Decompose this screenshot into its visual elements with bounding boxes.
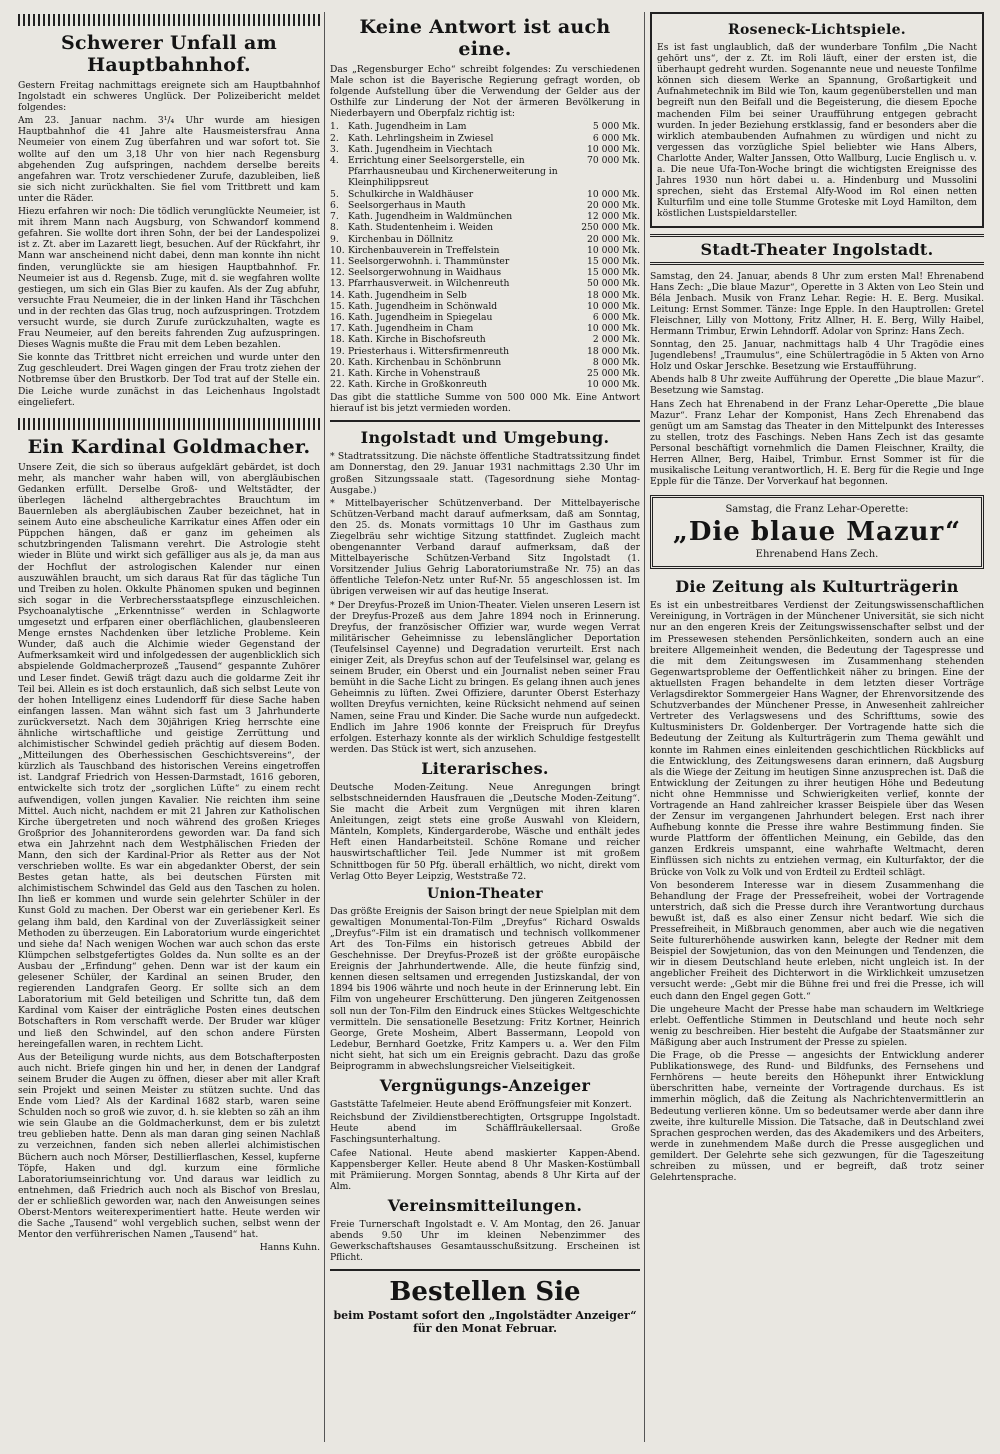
item-amount: 8 000 Mk. [592, 356, 640, 368]
ad-headline: „Die blaue Mazur“ [672, 517, 962, 548]
article-title: Literarisches. [421, 758, 549, 778]
list-item [330, 278, 640, 289]
item-number: 15. [330, 300, 345, 312]
item-label: Pfarrhausverweit. in Wilchenreuth [348, 278, 510, 290]
item-number: 8. [330, 222, 339, 234]
funding-list [330, 121, 640, 390]
column-left [18, 12, 320, 1255]
list-item [330, 234, 640, 245]
subscription-ad-title: Bestellen Sie [389, 1277, 581, 1308]
paragraph: Aus der Beteiligung wurde nichts, aus dem Botschafterposten auch nicht. Briefe gingen hin und her, in denen der Landgraf seinem Bruder die Augen zu öffnen, dieser aber mit aller Kraft sein Projekt und seinen Meister zu stützen suchte. Und das Ende vom Lied? Als der Kardinal 1682 starb, waren seine Schulden noch so groß wie zuvor, d. h. sie klebten so zäh an ihm wie sein Glaube an die Goldmacherkunst, dem er bis zuletzt treu geblieben hatte. Denn als man daran ging seinen Nachlaß zu verzeichnen, fanden sich neben allerlei alchimistischen Büchern auch noch Mörser, Destillierflaschen, Kessel, kupferne Töpfe, Haken und dgl. kurzum eine förmliche Laboratoriumseinrichtung vor. Und daraus war leidlich zu entnehmen, daß Friedrich auch noch als Bischof von Breslau, der er schließlich geworden war, nach den Anweisungen seines Oberst-Mentors weiterexperimentiert hatte. Heute werden wir die Sache „Tausend“ wohl vergeblich suchen, selbst wenn der Mentor den verführerischen Namen „Tausend“ hat. [18, 1051, 320, 1241]
item-number: 19. [330, 345, 345, 357]
list-item [330, 155, 640, 189]
item-amount: 15 000 Mk. [587, 255, 640, 267]
item-label: Seelsorgerwohnung in Waidhaus [348, 267, 502, 279]
list-item [330, 301, 640, 312]
item-amount: 10 000 Mk. [587, 300, 640, 312]
item-number: 10. [330, 244, 345, 256]
divider [330, 1269, 640, 1271]
item-number: 2. [330, 132, 339, 144]
list-item [330, 368, 640, 379]
column-middle [330, 12, 640, 1335]
item-number: 17. [330, 323, 345, 335]
paragraph: Hans Zech hat Ehrenabend in der Franz Lehar-Operette „Die blaue Mazur“. Franz Lehar der Komponist, Hans Zech Ehrenabend das genügt um am Samstag das Theater in den Mittelpunkt des Interesses zu stellen, trotz des Faschings. Neben Hans Zech ist das gesamte Personal beschäftigt vornehmlich die Damen Fleischner, Krailty, die Herren Allner, Berg, Haibel, Trimbur. Ernst Sommer ist für die musikalische Leitung verantwortlich, H. E. Berg für die Regie und Inge Epple für die Tänze. Der Vorverkauf hat begonnen. [650, 398, 984, 488]
item-amount: 250 000 Mk. [581, 222, 640, 234]
article-title: Union-Theater [427, 885, 543, 902]
item-number: 4. [330, 155, 339, 167]
article-body [18, 462, 320, 1254]
item-label: Kirchenbau in Döllnitz [348, 233, 453, 245]
theater-header [650, 234, 984, 265]
paragraph: Cafee National. Heute abend maskierter Kappen-Abend. Kappensberger Keller. Heute abend 8 Uhr Masken-Kostümball mit Prämiierung. Morgen Sonntag, abends 8 Uhr Kirta auf der Alm. [330, 1147, 640, 1192]
list-item [330, 211, 640, 222]
paragraph: Samstag, den 24. Januar, abends 8 Uhr zum ersten Mal! Ehrenabend Hans Zech: „Die blaue Mazur“, Operette in 3 Akten von Leo Stein und Béla Jenbach. Musik von Franz Lehar. Regie: H. E. Berg. Musikal. Leitung: Ernst Sommer. Tänze: Inge Epple. In den Hauptrollen: Gretel Fleischner, Lilly von Mottony, Fritz Allner, H. E. Berg, Willy Haibel, Hermann Trimbur, Erwin Lehndorff. Adolar von Sprinz: Hans Zech. [650, 270, 984, 337]
cinema-box [650, 12, 984, 228]
article-title: Vereinsmitteilungen. [387, 1195, 583, 1215]
article-title: Stadt-Theater Ingolstadt. [700, 239, 934, 259]
item-amount: 5 000 Mk. [592, 121, 640, 133]
paragraph: Das gibt die stattliche Summe von 500 000 Mk. Eine Antwort hierauf ist bis jetzt vermieden worden. [330, 392, 640, 415]
column-right [650, 12, 984, 1185]
list-item [330, 200, 640, 211]
item-amount: 15 000 Mk. [587, 267, 640, 279]
item-label: Seelsorgerwohnh. i. Thammünster [348, 255, 510, 267]
item-amount: 10 000 Mk. [587, 143, 640, 155]
paragraph: Freie Turnerschaft Ingolstadt e. V. Am Montag, den 26. Januar abends 9.50 Uhr im kleinen Nebenzimmer des Gewerkschaftshauses Gesamtausschußsitzung. Erscheinen ist Pflicht. [330, 1218, 640, 1264]
item-number: 21. [330, 367, 345, 379]
item-number: 5. [330, 188, 339, 200]
article-title: Ein Kardinal Goldmacher. [27, 435, 311, 458]
paragraph: Die ungeheure Macht der Presse habe man schaudern im Weltkriege erlebt. Oeffentliche Stimmen in Deutschland und heute noch sehr wenig zu beschreiben. Hier besteht die Aufgabe der Staatsmänner zur Mäßigung aber auch Instrument der Presse zu spielen. [650, 1003, 984, 1048]
item-amount: 20 000 Mk. [587, 199, 640, 211]
item-amount: 6 000 Mk. [592, 311, 640, 323]
item-amount: 20 000 Mk. [587, 233, 640, 245]
article-body [18, 80, 320, 408]
item-label: Kath. Kirche in Vohenstrauß [348, 367, 481, 379]
item-number: 20. [330, 356, 345, 368]
article-title: Keine Antwort ist auch eine. [359, 16, 611, 60]
paragraph: * Der Dreyfus-Prozeß im Union-Theater. Vielen unseren Lesern ist der Dreyfus-Prozeß aus dem Jahre 1894 noch in Erinnerung. Dreyfus, der französischer Offizier war, wurde wegen Verrat militärischer Geheimnisse zu lebenslänglicher Deportation (Teufelsinsel Cayenne) und Degradation verurteilt. Erst nach einiger Zeit, als Dreyfus schon auf der Teufelsinsel war, gelang es seinem Bruder, ein Oberst und ein Journalist neben seiner Frau bemüht in die Sache Licht zu bringen. Es gelang ihnen auch jenes Geheimnis zu lüften. Zwei Offiziere, darunter Oberst Esterhazy wollten Dreyfus vernichten, keine Rücksicht nehmend auf seinen Namen, seine Frau und Kinder. Die Sache wurde nun aufgedeckt. Endlich im Jahre 1906 konnte der Freispruch für Dreyfus erfolgen. Esterhazy konnte als der wirklich Schuldige festgestellt werden. Das Stück ist wert, sich anzusehen. [330, 599, 640, 755]
paragraph: Das größte Ereignis der Saison bringt der neue Spielplan mit dem gewaltigen Monumental-Ton-Film „Dreyfus“ Richard Oswalds „Dreyfus“-Film ist ein dramatisch und technisch vollkommener Art des Ton-Films ein historisch getreues Abbild der Geschehnisse. Der Dreyfus-Prozeß ist der größte europäische Ereignis der Jahrhundertwende. Alle, die heute fünfzig sind, kennen diesen seltsamen und erregenden Justizskandal, der von 1894 bis 1906 währte und noch heute in der Erinnerung lebt. Ein Film von ungeheurer Erschütterung. Den jüngeren Zeitgenossen soll nun der Ton-Film den Eindruck eines Stückes Weltgeschichte vermitteln. Die sensationelle Besetzung: Fritz Kortner, Heinrich George, Grete Mosheim, Albert Bassermann, Leopold von Ledebur, Bernhard Goetzke, Fritz Kampers u. a. Wer den Film nicht sieht, hat sich um ein Ereignis gebracht. Dazu das große Beiprogramm in abwechslungsreicher Vielseitigkeit. [330, 905, 640, 1073]
item-number: 9. [330, 233, 339, 245]
item-amount: 50 000 Mk. [587, 278, 640, 290]
item-amount: 10 000 Mk. [587, 244, 640, 256]
list-item [330, 121, 640, 132]
item-amount: 2 000 Mk. [592, 334, 640, 346]
subscription-ad-text: beim Postamt sofort den „Ingolstädter Anzeiger“ für den Monat Februar. [333, 1309, 637, 1336]
item-label: Kath. Kirche in Bischofsreuth [348, 334, 486, 346]
list-item [330, 245, 640, 256]
list-item [330, 256, 640, 267]
article-title: Die Zeitung als Kulturträgerin [675, 577, 959, 597]
item-label: Kath. Lehrlingsheim in Zwiesel [348, 132, 494, 144]
author: Hanns Kuhn. [259, 1242, 320, 1254]
item-amount: 18 000 Mk. [587, 345, 640, 357]
paragraph: Gaststätte Tafelmeier. Heute abend Eröffnungsfeier mit Konzert. [330, 1099, 632, 1111]
list-item [330, 379, 640, 390]
item-amount: 12 000 Mk. [587, 211, 640, 223]
paragraph: Hiezu erfahren wir noch: Die tödlich verunglückte Neumeier, ist mit ihrem Mann nach Augsburg, von Schwandorf kommend gefahren. Sie wollte dort ihren Sohn, der bei der Landespolizei ist z. Zt. aber im Lazarett liegt, besuchen. Auf der Rückfahrt, ihr Mann war anscheinend nicht dabei, denn man konnte ihn nicht finden, verunglückte sie am hiesigen Hauptbahnhof. Fr. Neumeier ist aus d. Regensb. Zuge, mit d. sie wegfahren wollte gestiegen, um sich ein Glas Bier zu kaufen. Als der Zug abfuhr, versuchte Frau Neumeier, die in der linken Hand ihr Täschchen und in der rechten das Glas trug, noch aufzuspringen. Trotzdem versucht wurde, sie durch Zurufe zurückzuhalten, wagte es Frau Neumeier, auf den bereits fahrenden Zug aufzuspringen. Dieses Wagnis mußte die Frau mit dem Leben bezahlen. [18, 206, 320, 351]
item-amount: 25 000 Mk. [587, 367, 640, 379]
paragraph: Die Frage, ob die Presse — angesichts der Entwicklung anderer Publikationswege, des Rund- und Bildfunks, des Fernsehens und Fernhörens — heute bereits den Höhepunkt ihrer Entwicklung überschritten habe, verneinte der Vortragende durchaus. Es ist immerhin möglich, daß die Zeitung als Nachrichtenvermittlerin an Bedeutung verlieren könne. Um so bedeutsamer werde aber dann ihre zweite, ihre kulturelle Mission. Die Tatsache, daß in Deutschland zwei Sprachen gesprochen werden, das des Akademikers und des Arbeiters, werde in zunehmendem Maße durch die Presse ausgeglichen und gemildert. Der Gelehrte sehe sich gezwungen, für die Tageszeitung schreiben zu müssen, und er begreift, daß trotz seiner Gelehrtensprache. [650, 1050, 984, 1184]
list-item [330, 144, 640, 155]
list-item [330, 290, 640, 301]
paragraph: * Mittelbayerischer Schützenverband. Der Mittelbayerische Schützen-Verband macht darauf aufmerksam, daß am Sonntag, den 25. ds. Monats vormittags 10 Uhr im Gasthaus zum Ziegelbräu sehr wichtige Sitzung stattfindet. Zugleich macht obengenannter Verband darauf aufmerksam, daß der Mittelbayerische Schützen-Verband Sitz Ingolstadt (1. Vorsitzender Julius Gehrig Laboratoriumstraße Nr. 75) an das öffentliche Telefon-Netz unter Ruf-Nr. 55 angeschlossen ist. Im übrigen verweisen wir auf das heutige Inserat. [330, 497, 640, 598]
article-title: Ingolstadt und Umgebung. [360, 428, 610, 448]
paragraph: Es ist ein unbestreitbares Verdienst der Zeitungswissenschaftlichen Vereinigung, in Vorträgen in der Münchener Universität, sie sich nicht nur an den engeren Kreis der Zeitungswissenschafter selbst und der im Pressewesen stehenden Persönlichkeiten, sondern auch an eine breitere Allgemeinheit wenden, die Bedeutung der Tagespresse und die mit dem Zeitungswesen im Zusammenhang stehenden Gegenwartsprobleme der Oeffentlichkeit näher zu bringen. Eine der aktuellsten Fragen behandelte in dem letzten dieser Vorträge Verlagsdirektor Sommergeier Hans Wagner, der Ehrenvorsitzende des Schutzverbandes der Münchener Presse, in Anwesenheit zahlreicher Vertreter des Verlagswesens und des Schrifttums, sowie des Kultusministers Dr. Goldenberger. Der Vortragende hatte sich die Bedeutung der Zeitung als Kulturträgerin zum Thema gewählt und konnte im Rahmen eines einleitenden geschichtlichen Rückblicks auf die Entwicklung, des Zeitungswesens daran erinnern, daß Augsburg als die Wiege der Zeitung im heutigen Sinne anzusprechen ist. Daß die Entwicklung der Zeitungen zu ihrer heutigen Höhe und Bedeutung nicht ohne Hemmnisse und Schwierigkeiten verlief, konnte der Vortragende an Hand zahlreicher krasser Beispiele über das Wesen der Zensur im vergangenen Jahrhundert belegen. Erst nach ihrer Aufhebung konnte die Presse ihre wahre Bestimmung finden. Sie wurde Plattform der öffentlichen Meinung, ein Gebilde, das den ganzen Erdkreis umspannt, eine wahrhafte Weltmacht, deren Einflüssen sich nichts zu entziehen vermag, ein Kulturfaktor, der die Brücke von Volk zu Volk und von Erdteil zu Erdteil schlägt. [650, 600, 984, 878]
item-label: Seelsorgerhaus in Mauth [348, 199, 466, 211]
list-item [330, 222, 640, 233]
item-label: Priesterhaus i. Wittersfirmenreuth [348, 345, 510, 357]
list-item [330, 133, 640, 144]
paragraph: Am 23. Januar nachm. 3¹/₄ Uhr wurde am hiesigen Hauptbahnhof die 41 Jahre alte Hausmeistersfrau Anna Neumeier von einem Zug überfahren und war sofort tot. Sie wollte auf den um 3,18 Uhr von hier nach Regensburg abgehenden Zug aufspringen, nachdem derselbe bereits angefahren war. Trotz verschiedener Zurufe, dazubleiben, ließ sie sich nicht zurückhalten. Sie fiel vom Trittbrett und kam unter die Räder. [18, 115, 320, 204]
decorative-border [18, 418, 320, 430]
paragraph: * Stadtratssitzung. Die nächste öffentliche Stadtratssitzung findet am Donnerstag, den 29. Januar 1931 nachmittags 2.30 Uhr im großen Sitzungssaale statt. (Tagesordnung siehe Montag-Ausgabe.) [330, 451, 640, 496]
article-title: Schwerer Unfall am Hauptbahnhof. [60, 32, 277, 76]
list-item [330, 323, 640, 334]
item-amount: 10 000 Mk. [587, 323, 640, 335]
item-label: Kath. Jugendheim in Viechtach [348, 143, 493, 155]
item-label: Schulkirche in Waldhäuser [348, 188, 474, 200]
item-label: Kath. Jugendheim in Cham [348, 323, 474, 335]
item-number: 18. [330, 334, 345, 346]
column-divider [324, 12, 325, 1442]
item-amount: 10 000 Mk. [587, 379, 640, 391]
item-number: 7. [330, 211, 339, 223]
list-item [330, 357, 640, 368]
item-label: Kath. Jugendheim in Schönwald [348, 300, 498, 312]
item-number: 12. [330, 267, 345, 279]
paragraph: Von besonderem Interesse war in diesem Zusammenhang die Behandlung der Frage der Pressefreiheit, wobei der Vortragende unterstrich, daß sich die Presse durch ihre Verantwortung durchaus bewußt ist, daß es also einer Zensur nicht bedarf. Wie sich die Pressefreiheit, in Mißbrauch genommen, aber auch wie die negativen Seite fulturerhöhende auswirken kann, belegte der Redner mit dem Beispiel der Sowjetunion, das von den Meinungen und Tendenzen, die wir in diesem Deutschland heute erleben, nicht ungleich ist. In der angeblicher Freiheit des Dichterwort in die Wirklichkeit umzusetzen versucht werde: „Gebt mir die Bühne frei und frei die Presse, ich will euch dann den Engel gegen Gott.“ [650, 879, 984, 1002]
item-number: 11. [330, 255, 345, 267]
operetta-ad-box [650, 495, 984, 569]
paragraph: Unsere Zeit, die sich so überaus aufgeklärt gebärdet, ist doch mehr, als mancher wahr haben will, von abergläubischen Gedanken erfüllt. Derselbe Groß- und Weltstädter, der überlegen lächelnd althergebrachtes Brauchtum im Bauernleben als abergläubischen Zauber bezeichnet, hat in seinem Auto eine abscheuliche Karrikatur eines Affen oder ein Püppchen hängen, daß er ganz im geheimen als schutzbringenden Talismann verehrt. Die Astrologie steht wieder in Blüte und wirkt sich gefälliger aus als je, da man aus der Hochflut der astrologischen Kalender nur einen auszuwählen braucht, um sich daraus Rat für das tägliche Tun und Treiben zu holen. Okkulte Phänomen spuken und beginnen sich sogar in die Verbrechersstaatspflege einzuschleichen. Psychoanalytische „Erkenntnisse“ werden in Schlagworte umgesetzt und erfparen einer oberflächlichen, glaubensleeren Menge ernstes Nachdenken über letzliche Probleme. Kein Wunder, daß auch die Alchimie wieder Gegenstand der Aufmerksamkeit wird und infolgedessen der augenblicklich sich abspielende Goldmacherprozeß „Tausend“ gespannte Zuhörer und Leser findet. Gewiß trägt dazu auch die goldarme Zeit ihr Teil bei. Allein es ist doch erstaunlich, daß sich selbst Leute von der hohen Intelligenz eines Ludendorff für diese Sache haben einfangen lassen. Man wähnt sich fast um 3 Jahrhunderte zurückversetzt. Nach dem 30jährigen Krieg herrschte eine ähnliche wirtschaftliche und geistige Zerrüttung und alchimistischer Schwindel gedieh prächtig auf diesem Boden. „Mitteilungen des Oberhessischen Geschichtsvereins“, der kürzlich als Tauschband des historischen Vereins eingetroffen ist. Landgraf Friedrich von Hessen-Darmstadt, 1616 geboren, entwickelte sich trotz der „sorglichen Lüfte“ zu einem recht aufwendigen, vollen jungen Kavalier. Nie reichten ihm seine Mittel. Auch nicht, nachdem er mit 21 Jahren zur Katholischen Kirche übergetreten und noch während des großen Krieges Großprior des Johanniterordens geworden war. Da fand sich etwa ein Jahrzehnt nach dem Westphälischen Frieden der Mann, den sich der Kardinal-Prior als Retter aus der Not verschrieben wollte. Es war ein abgedankter Oberst, der sein Bestes getan hatte, als bei deutschen Fürsten mit alchimistischem Schwindel das Geld aus den Taschen zu holen. Ihn ließ er kommen und wurde sein gelehrter Schüler in der Kunst Gold zu machen. Der Oberst war ein geriebener Kerl. Es gelang ihm bald, den Kardinal von der Zuverlässigkeit seiner Methoden zu überzeugen. Ein Laboratorium wurde eingerichtet und siehe da! Nach wenigen Wochen war auch schon das erste Klümpchen selbstgefertigtes Goldes da. Nun sollte es an der Ausbau der „Erfindung“ gehen. Denn war ist der kaum ein gelesener Schüler, der Kardinal an seinen Bruder, den regierenden Landgrafen Georg. Er sollte sich an dem Laboratorium mit Geld beteiligen und Schritte tun, daß dem Kardinal vom Kaiser der einträgliche Posten eines deutschen Botschafters in Rom verschafft werde. Der Bruder war klüger und ließ den Schwindel, auf den schon andere Fürsten hereingefallen waren, in rechtem Licht. [18, 461, 320, 1050]
item-number: 6. [330, 199, 339, 211]
item-number: 1. [330, 121, 339, 133]
paragraph: Deutsche Moden-Zeitung. Neue Anregungen bringt selbstschneidernden Hausfrauen die „Deutsche Moden-Zeitung“. Sie macht die Arbeit zum Vergnügen mit ihren klaren Anleitungen, zeigt stets eine große Auswahl von Kleidern, Mänteln, Komplets, Kindergarderobe, Wäsche und enthält jedes Heft einen Handarbeitsteil. Schöne Romane und reicher hauswirtschaftlicher Teil. Jede Nummer ist mit großem Schnittbogen für 50 Pfg. überall erhältlich, wo nicht, direkt vom Verlag Otto Beyer Leipzig, Weststraße 72. [330, 781, 640, 882]
list-item [330, 312, 640, 323]
item-label: Kath. Jugendheim in Selb [348, 289, 467, 301]
item-amount: 6 000 Mk. [592, 132, 640, 144]
list-item [330, 346, 640, 357]
decorative-border [18, 14, 320, 26]
item-label: Errichtung einer Seelsorgerstelle, ein Pfarrhausneubau und Kirchenerweiterung in Kleinphilippsreut [348, 155, 558, 189]
item-amount: 70 000 Mk. [587, 155, 640, 167]
ad-line: Samstag, die Franz Lehar-Operette: [725, 504, 909, 516]
item-number: 16. [330, 311, 345, 323]
article-title: Vergnügungs-Anzeiger [379, 1076, 591, 1096]
item-number: 14. [330, 289, 345, 301]
column-divider [644, 12, 645, 1442]
item-label: Kath. Studentenheim i. Weiden [348, 222, 493, 234]
paragraph: Es ist fast unglaublich, daß der wunderbare Tonfilm „Die Nacht gehört uns“, der z. Zt. im Roli läuft, einer der ersten ist, die überhaupt gedreht wurden. Sogenannte neue und neueste Tonfilme können sich diesem Werke an Spannung, Großartigkeit und Aufnahmetechnik im Bild wie Ton, kaum gegenüberstellen und man begreift nun den Beifall und die Begeisterung, die diesem Epoche machenden Film bei seiner Uraufführung entgegen gebracht wurden. In jeder Beziehung erstklassig, fand er besonders aber die wirklich atembaubenden Aufnahmen zu würdigen und nicht zu vergessen das vorzügliche Spiel beliebter wie Hans Albers, Charlotte Ander, Walter Janssen, Otto Wallburg, Lucie Englisch u. v. a. Die neue Ufa-Ton-Woche bringt die wichtigsten Ereignisse des Jahres 1930 nun hört dabei u. a. Hindenburg und Mussolini sprechen, sieht das Erstemal Alfy-Wood im Rol einen netten Kulturfilm und eine tolle Stumme Groteske mit Loyd Hamilton, dem köstlichen Lustspieldarsteller. [657, 42, 977, 220]
item-label: Kath. Jugendheim in Spiegelau [348, 311, 493, 323]
item-label: Kath. Kirchenbau in Schönbrunn [348, 356, 502, 368]
item-number: 3. [330, 143, 339, 155]
paragraph: Sonntag, den 25. Januar, nachmittags halb 4 Uhr Tragödie eines Jugendlebens! „Traumulus“, eine Schülertragödie in 5 Akten von Arno Holz und Oskar Jerschke. Besetzung wie Erstaufführung. [650, 339, 984, 373]
paragraph: Sie konnte das Trittbret nicht erreichen und wurde unter den Zug geschleudert. Drei Wagen gingen der Frau trotz ziehen der Notbremse über den Brustkorb. Der Tod trat auf der Stelle ein. Die Leiche wurde zunächst in das Leichenhaus Ingolstadt eingeliefert. [18, 352, 320, 408]
item-label: Kath. Jugendheim in Waldmünchen [348, 211, 513, 223]
divider [330, 420, 640, 422]
paragraph: Gestern Freitag nachmittags ereignete sich am Hauptbahnhof Ingolstadt ein schweres Unglück. Der Polizeibericht meldet folgendes: [18, 80, 320, 114]
paragraph: Das „Regensburger Echo“ schreibt folgendes: Zu verschiedenen Male schon ist die Bayerische Regierung gefragt worden, ob folgende Aufstellung über die Verwendung der Gelder aus der Osthilfe zur Linderung der Not der ärmeren Bevölkerung in Niederbayern und Oberpfalz richtig ist: [330, 64, 640, 120]
item-amount: 10 000 Mk. [587, 188, 640, 200]
list-item [330, 334, 640, 345]
paragraph: Abends halb 8 Uhr zweite Aufführung der Operette „Die blaue Mazur“. Besetzung wie Samstag. [650, 374, 984, 397]
paragraph: Reichsbund der Zivildienstberechtigten, Ortsgruppe Ingolstadt. Heute abend im Schäfflräukellersaal. Große Faschingsunterhaltung. [330, 1112, 640, 1146]
item-label: Kath. Kirche in Großkonreuth [348, 379, 487, 391]
ad-line: Ehrenabend Hans Zech. [755, 549, 879, 561]
article-title: Roseneck-Lichtspiele. [728, 22, 906, 38]
item-label: Kath. Jugendheim in Lam [348, 121, 467, 133]
list-item [330, 267, 640, 278]
item-amount: 18 000 Mk. [587, 289, 640, 301]
item-label: Kirchenbauverein in Treffelstein [348, 244, 500, 256]
item-number: 13. [330, 278, 345, 290]
list-item [330, 189, 640, 200]
item-number: 22. [330, 379, 345, 391]
